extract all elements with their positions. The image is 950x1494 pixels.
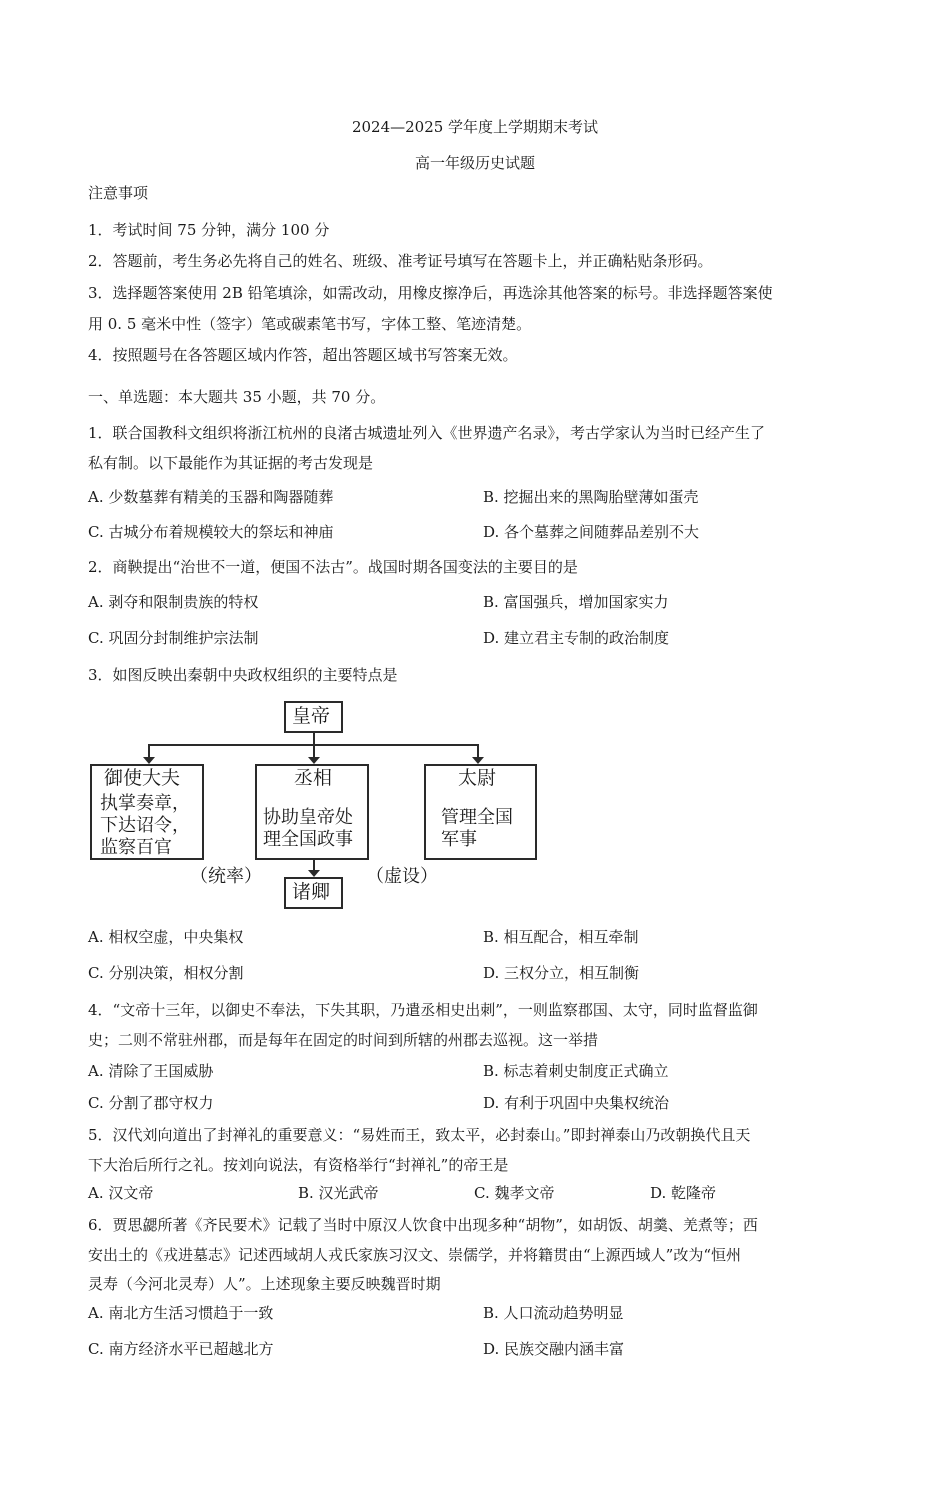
option-b: B. 汉光武帝 bbox=[298, 1184, 379, 1202]
notice-item: 用 0. 5 毫米中性（签字）笔或碳素笔书写，字体工整、笔迹清楚。 bbox=[88, 315, 532, 333]
question-stem: 6．贾思勰所著《齐民要术》记载了当时中原汉人饮食中出现多种“胡物”，如胡饭、胡羹、羌煮等；西 bbox=[88, 1216, 758, 1234]
option-a: A. 少数墓葬有精美的玉器和陶器随葬 bbox=[88, 488, 334, 506]
ministers-label: 诸卿 bbox=[292, 881, 331, 903]
question-stem: 2．商鞅提出“治世不一道，便国不法古”。战国时期各国变法的主要目的是 bbox=[88, 558, 578, 576]
option-c: C. 南方经济水平已超越北方 bbox=[88, 1340, 274, 1358]
option-c: C. 巩固分封制维护宗法制 bbox=[88, 629, 259, 647]
question-stem: 灵寿（今河北灵寿）人”。上述现象主要反映魏晋时期 bbox=[88, 1275, 441, 1293]
question-stem: 5．汉代刘向道出了封禅礼的重要意义：“易姓而王，致太平，必封泰山。”即封禅泰山乃改朝换代且天 bbox=[88, 1126, 751, 1144]
option-d: D. 乾隆帝 bbox=[650, 1184, 717, 1202]
censor-duty: 监察百官 bbox=[100, 837, 172, 858]
question-stem: 4．“文帝十三年，以御史不奉法，下失其职，乃遣丞相史出刺”，一则监察郡国、太守，同时监督监御 bbox=[88, 1001, 758, 1019]
censor-title: 御使大夫 bbox=[104, 767, 181, 789]
option-b: B. 挖掘出来的黑陶胎壁薄如蛋壳 bbox=[483, 488, 699, 506]
question-stem: 1．联合国教科文组织将浙江杭州的良渚古城遗址列入《世界遗产名录》，考古学家认为当时已经产生了 bbox=[88, 424, 766, 442]
option-d: D. 各个墓葬之间随葬品差别不大 bbox=[483, 523, 700, 541]
option-c: C. 分割了郡守权力 bbox=[88, 1094, 214, 1112]
notice-item: 1．考试时间 75 分钟，满分 100 分 bbox=[88, 221, 330, 239]
option-a: A. 南北方生活习惯趋于一致 bbox=[88, 1304, 274, 1322]
option-c: C. 魏孝文帝 bbox=[474, 1184, 555, 1202]
option-b: B. 标志着刺史制度正式确立 bbox=[483, 1062, 669, 1080]
option-a: A. 相权空虚，中央集权 bbox=[88, 928, 244, 946]
option-d: D. 有利于巩固中央集权统治 bbox=[483, 1094, 670, 1112]
arrowhead bbox=[308, 757, 320, 764]
exam-subtitle: 高一年级历史试题 bbox=[414, 154, 535, 172]
censor-duty: 执掌奏章， bbox=[100, 793, 190, 814]
exam-title: 2024—2025 学年度上学期期末考试 bbox=[351, 118, 599, 136]
option-d: D. 三权分立，相互制衡 bbox=[483, 964, 640, 982]
option-d: D. 民族交融内涵丰富 bbox=[483, 1340, 625, 1358]
arrowhead bbox=[143, 757, 155, 764]
question-stem: 安出土的《戎进墓志》记述西域胡人戎氏家族习汉文、崇儒学，并将籍贯由“上源西域人”改为“恒州 bbox=[88, 1246, 742, 1264]
option-a: A. 清除了王国威胁 bbox=[88, 1062, 214, 1080]
notice-item: 4．按照题号在各答题区域内作答，超出答题区域书写答案无效。 bbox=[88, 346, 518, 364]
grand-commandant-title: 太尉 bbox=[458, 767, 497, 789]
notice-item: 3．选择题答案使用 2B 铅笔填涂，如需改动，用橡皮擦净后，再选涂其他答案的标号。非选择题答案使 bbox=[88, 284, 773, 302]
question-stem: 3．如图反映出秦朝中央政权组织的主要特点是 bbox=[88, 666, 398, 684]
note-nominal: （虚设） bbox=[366, 866, 438, 887]
notice-heading: 注意事项 bbox=[88, 184, 149, 202]
question-stem: 史；二则不常驻州郡，而是每年在固定的时间到所辖的州郡去巡视。这一举措 bbox=[88, 1031, 599, 1049]
chancellor-title: 丞相 bbox=[294, 767, 333, 789]
option-d: D. 建立君主专制的政治制度 bbox=[483, 629, 670, 647]
censor-duty: 下达诏令， bbox=[100, 815, 190, 836]
option-b: B. 富国强兵，增加国家实力 bbox=[483, 593, 669, 611]
option-c: C. 分别决策，相权分割 bbox=[88, 964, 244, 982]
note-command: （统率） bbox=[190, 866, 262, 887]
option-a: A. 剥夺和限制贵族的特权 bbox=[88, 593, 259, 611]
emperor-label: 皇帝 bbox=[292, 705, 331, 727]
grand-commandant-duty: 军事 bbox=[441, 829, 477, 850]
grand-commandant-duty: 管理全国 bbox=[441, 807, 513, 828]
option-b: B. 人口流动趋势明显 bbox=[483, 1304, 624, 1322]
section-heading: 一、单选题：本大题共 35 小题，共 70 分。 bbox=[88, 388, 386, 406]
notice-item: 2．答题前，考生务必先将自己的姓名、班级、准考证号填写在答题卡上，并正确粘贴条形码。 bbox=[88, 252, 713, 270]
arrowhead bbox=[472, 757, 484, 764]
question-stem: 下大治后所行之礼。按刘向说法，有资格举行“封禅礼”的帝王是 bbox=[88, 1156, 509, 1174]
option-c: C. 古城分布着规模较大的祭坛和神庙 bbox=[88, 523, 334, 541]
question-stem: 私有制。以下最能作为其证据的考古发现是 bbox=[88, 454, 374, 472]
arrowhead bbox=[308, 870, 320, 877]
option-b: B. 相互配合，相互牵制 bbox=[483, 928, 639, 946]
option-a: A. 汉文帝 bbox=[88, 1184, 154, 1202]
chancellor-duty: 协助皇帝处 bbox=[263, 807, 353, 828]
chancellor-duty: 理全国政事 bbox=[263, 829, 353, 850]
